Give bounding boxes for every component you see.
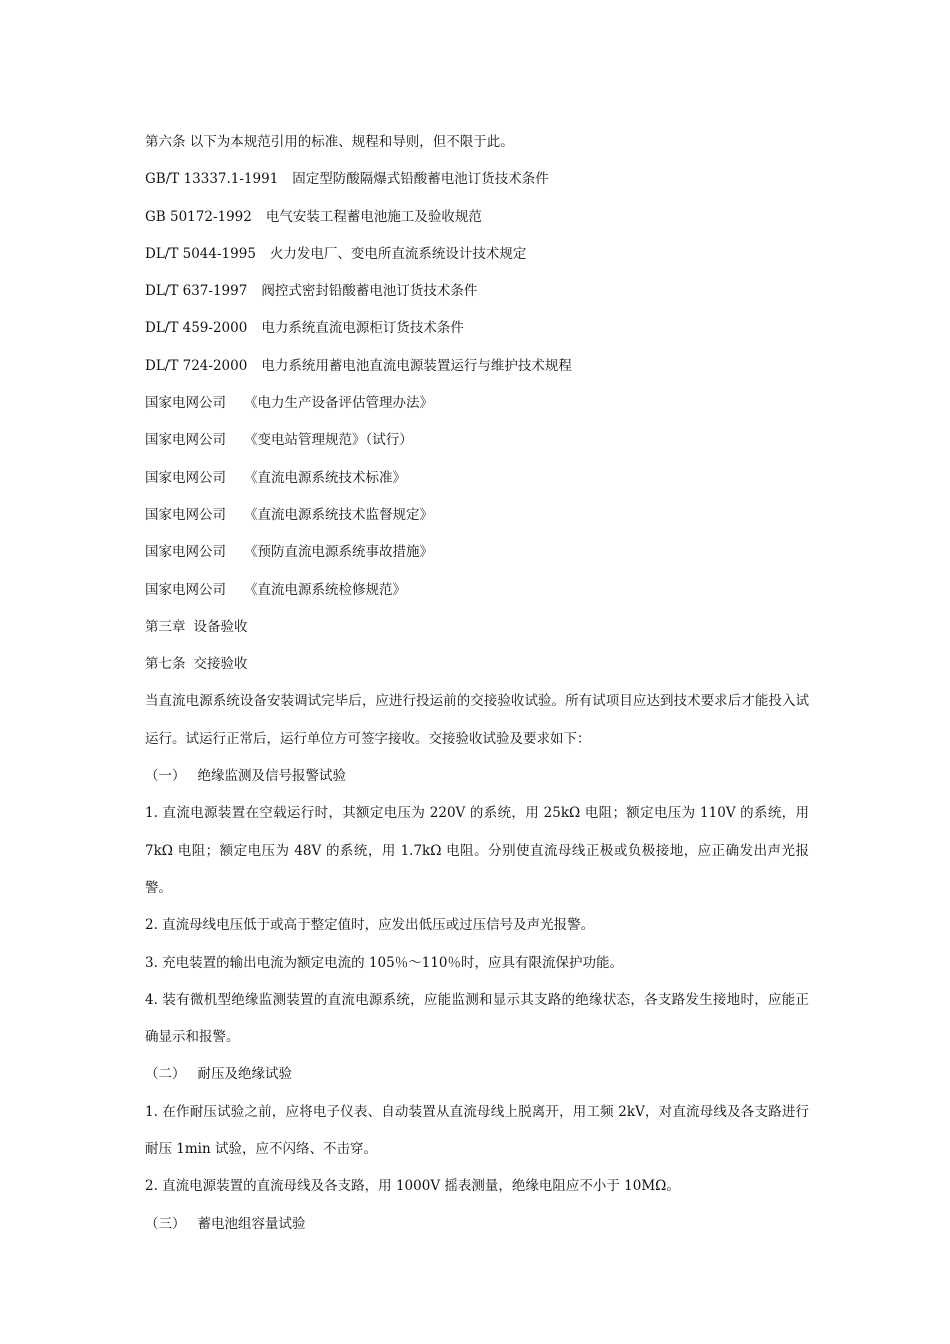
sgcc-doc-title: 《预防直流电源系统事故措施》 (244, 544, 433, 561)
standard-item (145, 199, 809, 236)
standard-code: DL/T 637-1997 (145, 283, 248, 300)
sgcc-doc-org: 国家电网公司 (145, 581, 226, 598)
standard-code: DL/T 724-2000 (145, 357, 248, 374)
standard-code: GB/T 13337.1-1991 (145, 171, 279, 188)
section-item: 1. 在作耐压试验之前，应将电子仪表、自动装置从直流母线上脱离开，用工频 2kV，对直流母线及各支路进行耐压 1min 试验，应不闪络、不击穿。 (145, 1103, 809, 1158)
sgcc-doc-org: 国家电网公司 (145, 469, 226, 486)
section-heading (145, 758, 809, 795)
section-number: （三） (145, 1215, 186, 1232)
sgcc-doc-title: 《直流电源系统检修规范》 (244, 581, 406, 598)
sgcc-doc-org: 国家电网公司 (145, 506, 226, 523)
section-item: 1. 直流电源装置在空载运行时，其额定电压为 220V 的系统，用 25kΩ 电阻；额定电压为 110V 的系统，用 7kΩ 电阻；额定电压为 48V 的系统，用 1.7kΩ 电阻。分别使直流母线正极或负极接地，应正确发出声光报警。 (145, 805, 809, 896)
standard-title: 电气安装工程蓄电池施工及验收规范 (265, 208, 482, 225)
sgcc-doc-item (145, 534, 809, 571)
chapter-title: 设备验收 (193, 618, 248, 635)
sgcc-doc-org: 国家电网公司 (145, 432, 226, 449)
document-body (145, 124, 809, 1243)
sgcc-doc-title: 《直流电源系统技术监督规定》 (244, 506, 433, 523)
section-item: 2. 直流母线电压低于或高于整定值时，应发出低压或过压信号及声光报警。 (145, 917, 595, 934)
section-title: 绝缘监测及信号报警试验 (197, 768, 346, 785)
standard-item (145, 310, 809, 347)
sgcc-doc-item (145, 422, 809, 459)
standard-item (145, 273, 809, 310)
standard-item (145, 161, 809, 198)
article-heading (145, 646, 809, 683)
section-number: （二） (145, 1066, 186, 1083)
section-number: （一） (145, 768, 186, 785)
article-intro-paragraph: 当直流电源系统设备安装调试完毕后，应进行投运前的交接验收试验。所有试项目应达到技术要求后才能投入试运行。试运行正常后，运行单位方可签字接收。交接验收试验及要求如下： (145, 693, 809, 747)
sgcc-docs-list (145, 385, 809, 609)
article-title: 交接验收 (193, 656, 248, 673)
standard-code: DL/T 459-2000 (145, 320, 248, 337)
section-title: 耐压及绝缘试验 (197, 1066, 292, 1083)
sgcc-doc-item (145, 497, 809, 534)
section-heading (145, 1056, 809, 1093)
sgcc-doc-org: 国家电网公司 (145, 395, 226, 412)
sgcc-doc-item (145, 385, 809, 422)
sgcc-doc-org: 国家电网公司 (145, 544, 226, 561)
standards-list (145, 161, 809, 385)
article6-line: 第六条 以下为本规范引用的标准、规程和导则，但不限于此。 (145, 134, 514, 150)
section-item: 2. 直流电源装置的直流母线及各支路，用 1000V 摇表测量，绝缘电阻应不小于 10MΩ。 (145, 1178, 680, 1195)
article-label: 第七条 (145, 656, 186, 673)
standard-title: 电力系统直流电源柜订货技术条件 (261, 320, 464, 337)
standard-title: 固定型防酸隔爆式铅酸蓄电池订货技术条件 (292, 171, 549, 188)
standard-title: 电力系统用蓄电池直流电源装置运行与维护技术规程 (261, 357, 572, 374)
section-item: 4. 装有微机型绝缘监测装置的直流电源系统，应能监测和显示其支路的绝缘状态，各支路发生接地时，应能正确显示和报警。 (145, 991, 809, 1046)
section-title: 蓄电池组容量试验 (197, 1215, 306, 1232)
sgcc-doc-title: 《电力生产设备评估管理办法》 (244, 395, 433, 412)
sgcc-doc-title: 《变电站管理规范》（试行） (244, 432, 413, 449)
standard-code: GB 50172-1992 (145, 208, 252, 225)
sgcc-doc-item (145, 572, 809, 609)
section-item: 3. 充电装置的输出电流为额定电流的 105％～110％时，应具有限流保护功能。 (145, 954, 623, 971)
standard-item (145, 348, 809, 385)
standard-code: DL/T 5044-1995 (145, 245, 256, 262)
standard-title: 阀控式密封铅酸蓄电池订货技术条件 (261, 283, 478, 300)
standard-item (145, 236, 809, 273)
chapter-heading (145, 609, 809, 646)
standard-title: 火力发电厂、变电所直流系统设计技术规定 (269, 245, 527, 262)
sgcc-doc-title: 《直流电源系统技术标准》 (244, 469, 406, 486)
sgcc-doc-item (145, 460, 809, 497)
chapter-label: 第三章 (145, 618, 186, 635)
section-heading (145, 1206, 809, 1243)
